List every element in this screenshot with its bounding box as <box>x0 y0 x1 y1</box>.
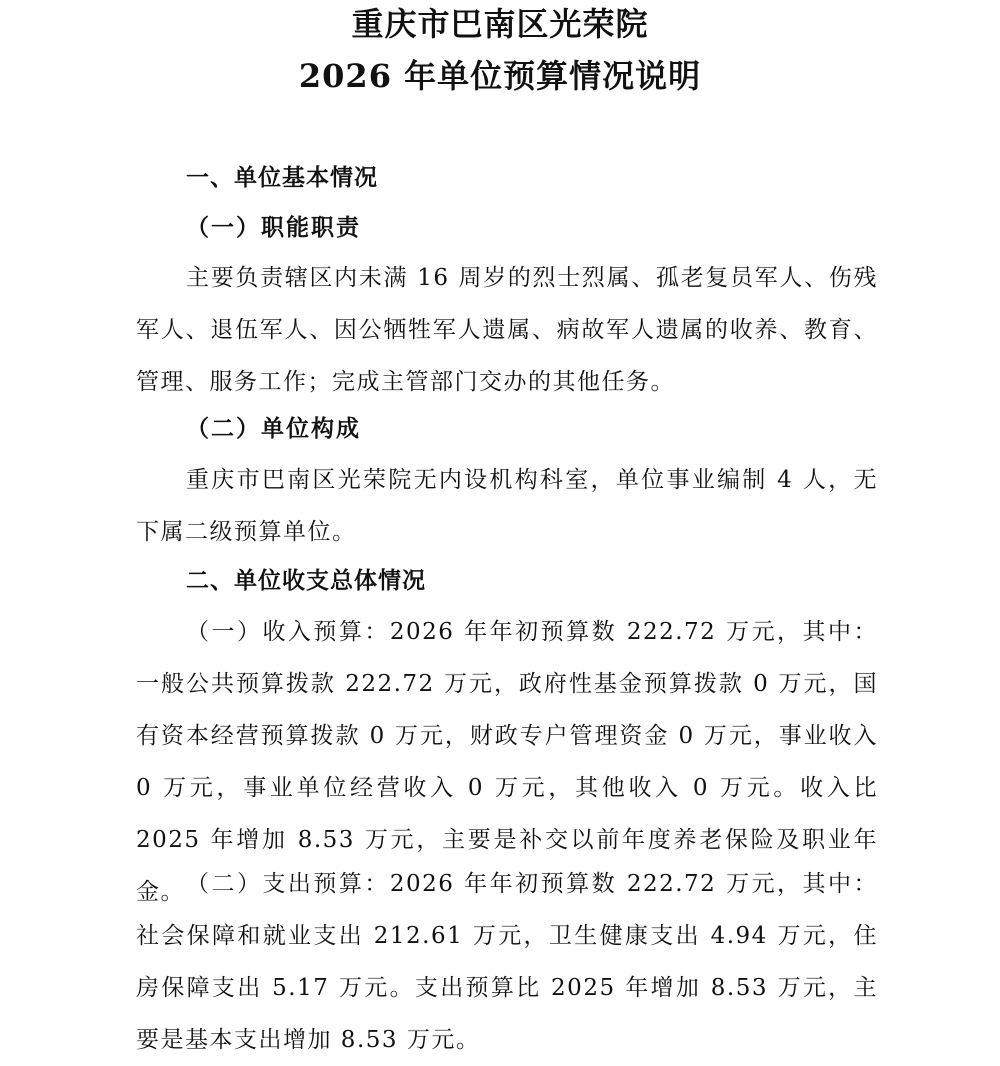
expense-budget-paragraph <box>136 858 878 1066</box>
section1-heading: 一、单位基本情况 <box>186 165 378 191</box>
income-budget-text: 2026 年年初预算数 222.72 万元，其中：一般公共预算拨款 222.72 万元，政府性基金预算拨款 0 万元，国有资本经营预算拨款 0 万元，财政专户管理资金 0 万元，事业收入 0 万元，事业单位经营收入 0 万元，其他收入 0 万元。收入比 2025 年增加 8.53 万元，主要是补交以前年度养老保险及职业年金。 <box>136 619 878 905</box>
expense-budget-text: 2026 年年初预算数 222.72 万元，其中：社会保障和就业支出 212.61 万元，卫生健康支出 4.94 万元，住房保障支出 5.17 万元。支出预算比 2025 年增加 8.53 万元，主要是基本支出增加 8.53 万元。 <box>136 871 878 1053</box>
document-title-line1: 重庆市巴南区光荣院 <box>351 5 649 43</box>
expense-budget-lead: （二）支出预算： <box>186 871 390 897</box>
document-title-line2: 2026 年单位预算情况说明 <box>298 57 702 95</box>
section1-sub1-heading: （一）职能职责 <box>186 214 361 241</box>
income-budget-lead: （一）收入预算： <box>186 619 390 645</box>
section2-heading: 二、单位收支总体情况 <box>186 568 426 594</box>
section1-sub2-paragraph: 重庆市巴南区光荣院无内设机构科室，单位事业编制 4 人，无下属二级预算单位。 <box>136 467 878 545</box>
section1-sub2-heading: （二）单位构成 <box>186 415 361 442</box>
section1-sub1-paragraph: 主要负责辖区内未满 16 周岁的烈士烈属、孤老复员军人、伤残军人、退伍军人、因公牺牲军人遗属、病故军人遗属的收养、教育、管理、服务工作；完成主管部门交办的其他任务。 <box>136 265 878 395</box>
